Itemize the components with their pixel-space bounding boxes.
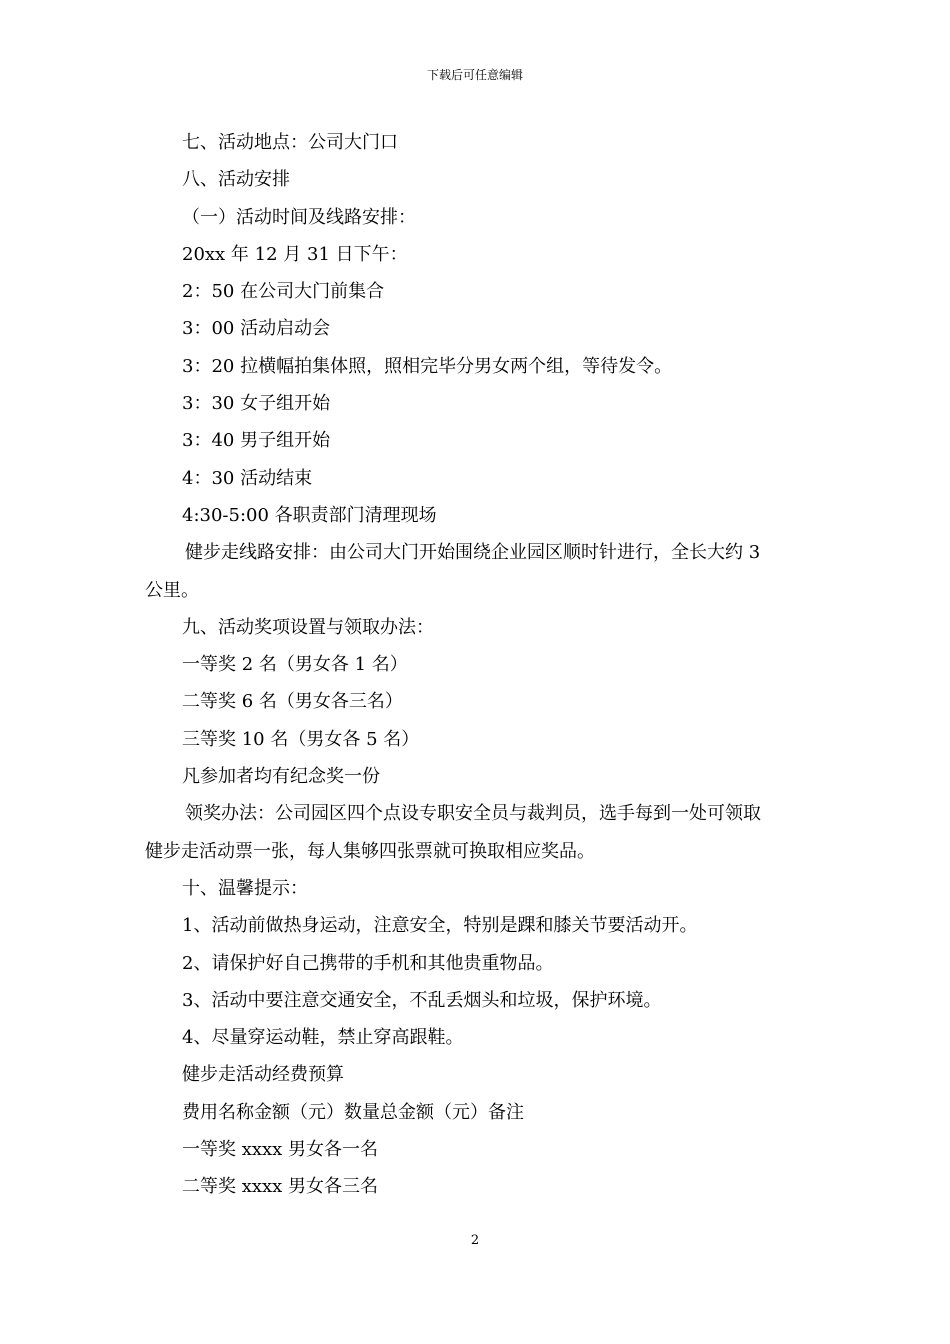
tip-item: 4、尽量穿运动鞋，禁止穿高跟鞋。 [182,1027,464,1049]
schedule-item: 3：00 活动启动会 [182,318,331,340]
tip-item: 2、请保护好自己携带的手机和其他贵重物品。 [182,952,554,974]
budget-row: 二等奖 xxxx 男女各三名 [182,1176,379,1198]
section-ten-heading: 十、温馨提示： [182,877,308,899]
prize-item: 凡参加者均有纪念奖一份 [182,766,380,788]
tip-item: 3、活动中要注意交通安全，不乱丢烟头和垃圾，保护环境。 [182,989,662,1011]
award-method-line: 健步走活动票一张，每人集够四张票就可换取相应奖品。 [145,840,595,862]
schedule-item: 3：40 男子组开始 [182,430,331,452]
budget-row: 一等奖 xxxx 男女各一名 [182,1139,379,1161]
subsection-time-route: （一）活动时间及线路安排： [182,206,416,228]
section-seven-location: 七、活动地点：公司大门口 [182,132,398,153]
section-eight-heading: 八、活动安排 [182,169,290,191]
schedule-item: 3：20 拉横幅拍集体照，照相完毕分男女两个组，等待发令。 [182,355,673,377]
schedule-item: 2：50 在公司大门前集合 [182,281,385,303]
schedule-item: 4:30-5:00 各职责部门清理现场 [182,504,437,526]
page-number: 2 [470,1233,480,1248]
document-body [145,124,810,1206]
schedule-item: 4：30 活动结束 [182,467,313,489]
prize-item: 一等奖 2 名（男女各 1 名） [182,654,408,676]
award-method-line: 领奖办法：公司园区四个点设专职安全员与裁判员，选手每到一处可领取 [185,803,761,825]
schedule-item: 3：30 女子组开始 [182,393,331,415]
event-date: 20xx 年 12 月 31 日下午： [182,243,408,265]
section-nine-heading: 九、活动奖项设置与领取办法： [182,616,434,638]
budget-columns: 费用名称金额（元）数量总金额（元）备注 [182,1101,524,1123]
page-header: 下载后可任意编辑 [426,68,523,82]
prize-item: 三等奖 10 名（男女各 5 名） [182,728,420,750]
tip-item: 1、活动前做热身运动，注意安全，特别是踝和膝关节要活动开。 [182,915,698,937]
prize-item: 二等奖 6 名（男女各三名） [182,691,403,713]
budget-heading: 健步走活动经费预算 [182,1064,344,1086]
route-paragraph-line: 健步走线路安排：由公司大门开始围绕企业园区顺时针进行，全长大约 3 [185,542,761,564]
route-paragraph-line: 公里。 [145,579,199,601]
